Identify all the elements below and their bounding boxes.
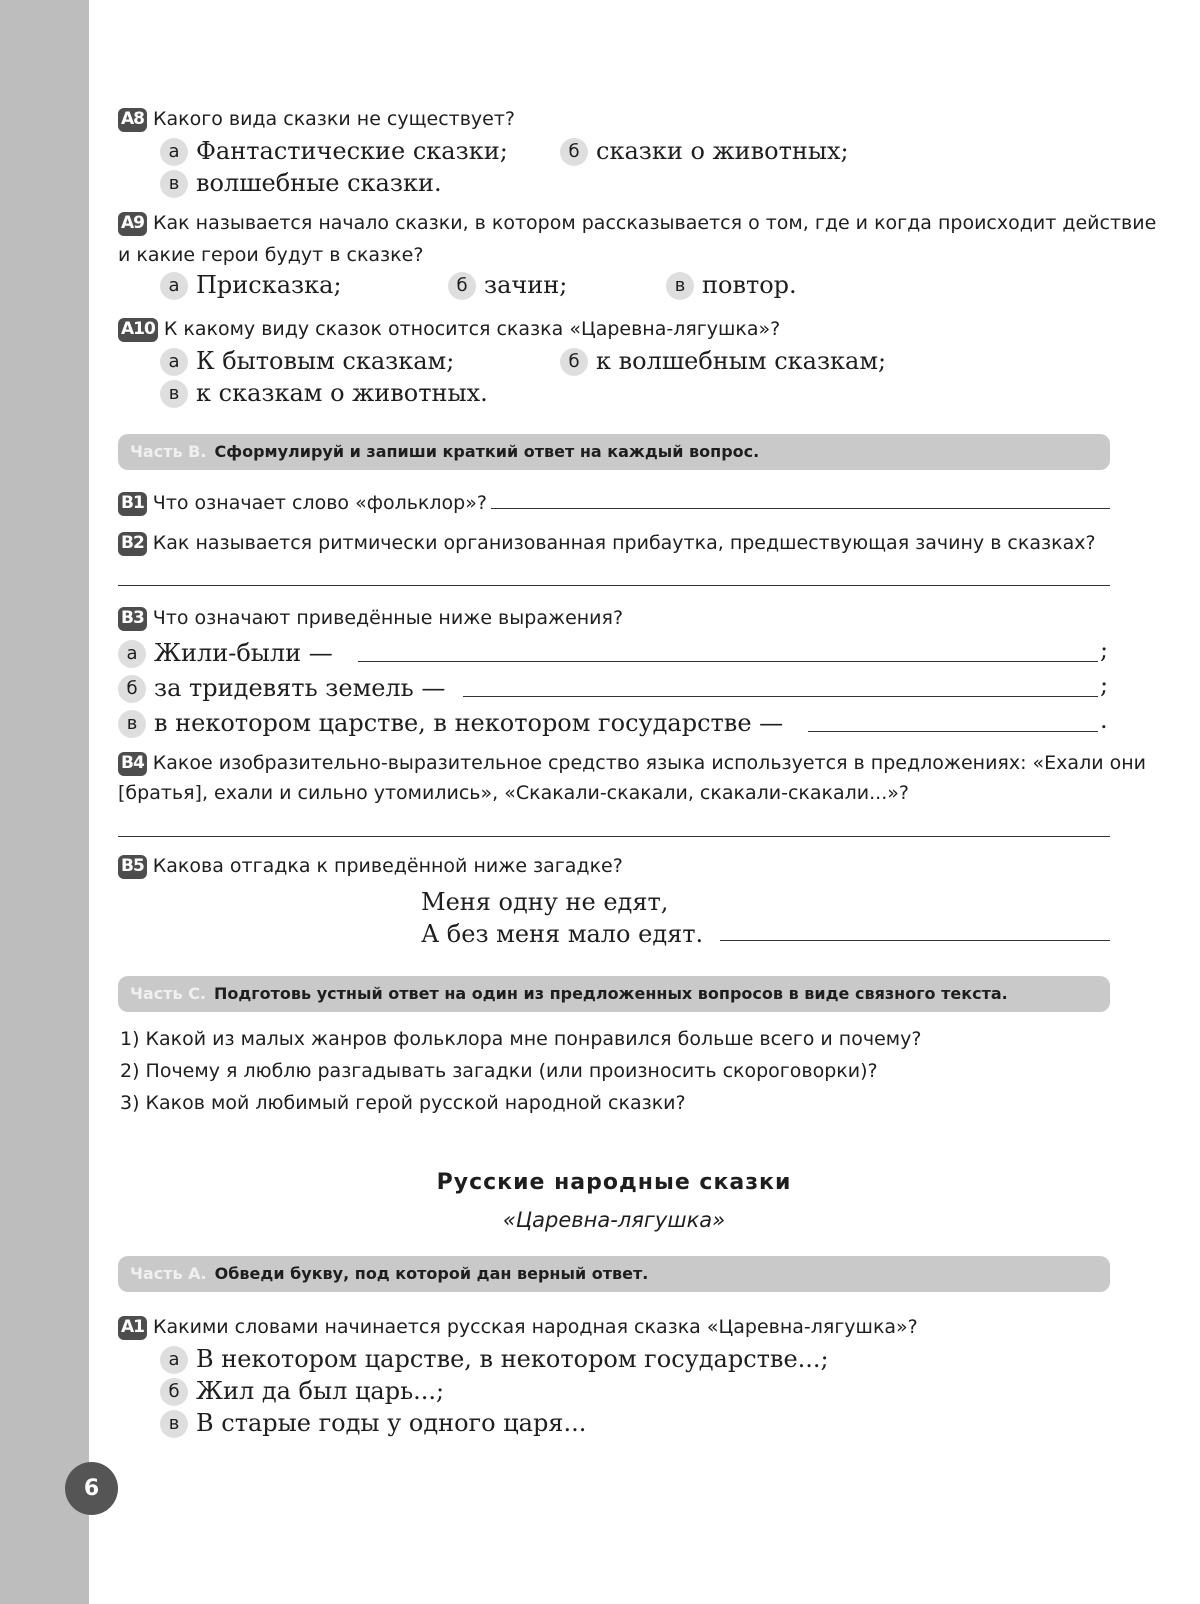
punctuation: ;: [1100, 671, 1109, 699]
option-letter: б: [560, 138, 588, 166]
question-number: B5: [118, 855, 147, 879]
riddle-line-1: Меня одну не едят,: [421, 888, 669, 916]
option-text: к волшебным сказкам;: [596, 347, 887, 375]
page-number-badge: 6: [65, 1462, 118, 1515]
expression-text: Жили-были —: [154, 639, 333, 667]
option-letter: в: [160, 1410, 188, 1438]
part-instruction: Подготовь устный ответ на один из предложенных вопросов в виде связного текста.: [214, 984, 1008, 1003]
option-letter: а: [160, 138, 188, 166]
option-letter: б: [448, 272, 476, 300]
question-number: B2: [118, 532, 147, 556]
option-text: В старые годы у одного царя...: [196, 1409, 587, 1437]
question-a10: [118, 316, 780, 342]
question-text: К какому виду сказок относится сказка «Царевна-лягушка»?: [163, 318, 781, 340]
option-letter: а: [160, 348, 188, 376]
question-a9: [118, 210, 1156, 236]
question-number: A1: [118, 1316, 147, 1340]
option-text: Фантастические сказки;: [196, 137, 508, 165]
riddle-line-2: А без меня мало едят.: [421, 920, 704, 948]
oral-question-3: 3) Каков мой любимый герой русской народной сказки?: [120, 1092, 686, 1114]
option-text: Жил да был царь...;: [196, 1377, 445, 1405]
option-text: сказки о животных;: [596, 137, 849, 165]
part-a-header: [118, 1256, 1110, 1292]
question-b2: [118, 530, 1096, 556]
answer-line-b4[interactable]: [118, 836, 1110, 837]
option-text: В некотором царстве, в некотором государстве...;: [196, 1345, 829, 1373]
expression-text: в некотором царстве, в некотором государстве —: [154, 709, 784, 737]
question-number: B4: [118, 752, 147, 776]
answer-line-b3a[interactable]: [358, 661, 1098, 662]
punctuation: .: [1100, 706, 1108, 734]
question-b1: [118, 490, 487, 516]
option-text: Присказка;: [196, 271, 342, 299]
option-letter: а: [160, 1346, 188, 1374]
option-c[interactable]: [160, 1408, 586, 1438]
answer-line-b1[interactable]: [491, 508, 1110, 509]
option-text: к сказкам о животных.: [196, 379, 488, 407]
expression-a: [118, 638, 333, 668]
question-b4-continued: [братья], ехали и сильно утомились», «Скакали-скакали, скакали-скакали...»?: [118, 782, 909, 804]
question-text: Как называется ритмически организованная прибаутка, предшествующая зачину в сказках?: [152, 532, 1096, 554]
question-number: A8: [118, 108, 147, 132]
option-letter: в: [666, 272, 694, 300]
part-instruction: Сформулируй и запиши краткий ответ на каждый вопрос.: [214, 442, 760, 461]
option-c[interactable]: [666, 270, 797, 300]
option-letter: б: [118, 675, 146, 703]
section-subtitle: «Царевна-лягушка»: [502, 1208, 726, 1232]
option-b[interactable]: [160, 1376, 444, 1406]
question-b3: [118, 605, 623, 631]
part-label: Часть В.: [130, 442, 207, 461]
question-text: Что означает слово «фольклор»?: [152, 492, 487, 514]
part-c-header: [118, 976, 1110, 1012]
question-text: Какое изобразительно-выразительное средство языка используется в предложениях: «Ехали они: [152, 752, 1146, 774]
part-instruction: Обведи букву, под которой дан верный ответ.: [214, 1264, 649, 1283]
option-text: зачин;: [484, 271, 568, 299]
option-c[interactable]: [160, 378, 488, 408]
answer-line-b5[interactable]: [720, 940, 1110, 941]
oral-question-1: 1) Какой из малых жанров фольклора мне понравился больше всего и почему?: [120, 1028, 922, 1050]
question-number: B1: [118, 492, 147, 516]
answer-line-b3b[interactable]: [463, 696, 1098, 697]
oral-question-2: 2) Почему я люблю разгадывать загадки (или произносить скороговорки)?: [120, 1060, 878, 1082]
option-a[interactable]: [160, 346, 454, 376]
expression-b: [118, 673, 445, 703]
option-letter: б: [160, 1378, 188, 1406]
question-text: Какими словами начинается русская народная сказка «Царевна-лягушка»?: [153, 1316, 918, 1338]
option-letter: а: [118, 640, 146, 668]
option-b[interactable]: [560, 346, 886, 376]
section-title: Русские народные сказки: [436, 1170, 792, 1195]
part-label: Часть С.: [130, 984, 206, 1003]
punctuation: ;: [1100, 636, 1109, 664]
question-a1: [118, 1314, 918, 1340]
option-b[interactable]: [560, 136, 849, 166]
question-a9-continued: и какие герои будут в сказке?: [118, 244, 424, 266]
question-number: A9: [118, 212, 147, 236]
question-number: B3: [118, 607, 147, 631]
option-a[interactable]: [160, 136, 508, 166]
part-label: Часть А.: [130, 1264, 207, 1283]
question-text: Какого вида сказки не существует?: [153, 108, 516, 130]
option-letter: в: [118, 710, 146, 738]
question-text: Что означают приведённые ниже выражения?: [152, 607, 624, 629]
option-letter: б: [560, 348, 588, 376]
option-letter: в: [160, 170, 188, 198]
page-margin-strip: [0, 0, 89, 1604]
question-number: A10: [118, 318, 158, 342]
expression-c: [118, 708, 783, 738]
answer-line-b2[interactable]: [118, 585, 1110, 586]
option-text: К бытовым сказкам;: [196, 347, 455, 375]
question-b4: [118, 750, 1146, 776]
option-a[interactable]: [160, 1344, 829, 1374]
option-a[interactable]: [160, 270, 342, 300]
question-text: Как называется начало сказки, в котором рассказывается о том, где и когда происходит действие: [153, 212, 1157, 234]
option-c[interactable]: [160, 168, 442, 198]
question-b5: [118, 853, 623, 879]
question-text: Какова отгадка к приведённой ниже загадке?: [152, 855, 623, 877]
option-text: повтор.: [702, 271, 797, 299]
option-letter: в: [160, 380, 188, 408]
part-b-header: [118, 434, 1110, 470]
option-letter: а: [160, 272, 188, 300]
answer-line-b3c[interactable]: [808, 731, 1098, 732]
question-a8: [118, 106, 515, 132]
expression-text: за тридевять земель —: [154, 674, 446, 702]
option-b[interactable]: [448, 270, 567, 300]
option-text: волшебные сказки.: [196, 169, 442, 197]
